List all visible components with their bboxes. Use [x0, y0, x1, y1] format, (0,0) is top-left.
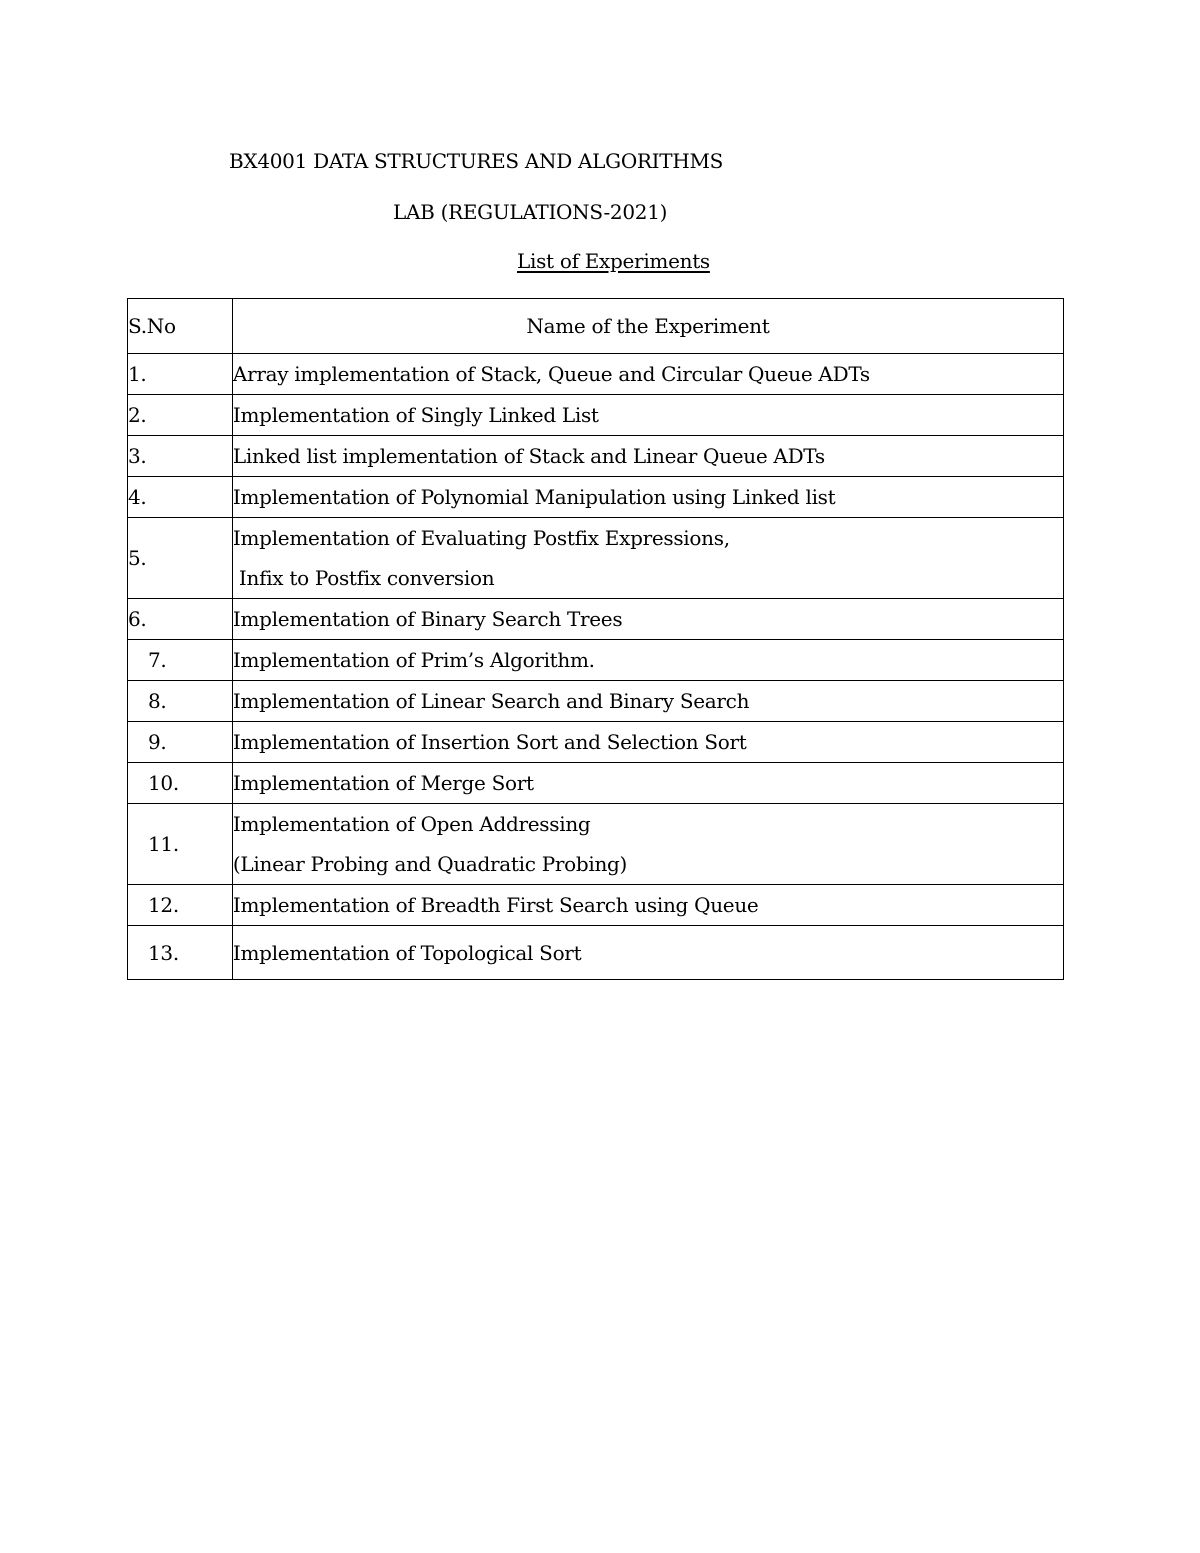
- experiment-name-line: Linked list implementation of Stack and Linear Queue ADTs: [232, 444, 825, 468]
- table-row: [128, 722, 1064, 763]
- row-sno: 10.: [128, 763, 233, 804]
- row-experiment-name: [232, 804, 1063, 885]
- experiment-name-line: Implementation of Evaluating Postfix Expressions,: [232, 526, 730, 550]
- experiment-name-line: Implementation of Binary Search Trees: [232, 607, 623, 631]
- experiment-name-line: Implementation of Merge Sort: [232, 771, 534, 795]
- row-experiment-name: [232, 354, 1063, 395]
- table-row: [128, 885, 1064, 926]
- row-sno: 4.: [128, 477, 233, 518]
- header-sno: S.No: [128, 299, 233, 354]
- row-experiment-name: [232, 436, 1063, 477]
- experiment-name-line: Infix to Postfix conversion: [238, 566, 495, 590]
- row-experiment-name: [232, 926, 1063, 980]
- table-row: [128, 395, 1064, 436]
- row-sno: 3.: [128, 436, 233, 477]
- row-experiment-name: [232, 599, 1063, 640]
- experiment-name-line: (Linear Probing and Quadratic Probing): [232, 852, 628, 876]
- row-sno: 11.: [128, 804, 233, 885]
- row-sno: 12.: [128, 885, 233, 926]
- row-experiment-name: [232, 885, 1063, 926]
- row-sno: 8.: [128, 681, 233, 722]
- table-row: [128, 926, 1064, 980]
- document-subtitle: LAB (REGULATIONS-2021): [393, 200, 668, 224]
- table-header-row: [128, 299, 1064, 354]
- row-sno: 2.: [128, 395, 233, 436]
- experiment-name-line: Implementation of Prim’s Algorithm.: [232, 648, 595, 672]
- row-sno: 5.: [128, 518, 233, 599]
- table-row: [128, 681, 1064, 722]
- row-experiment-name: [232, 763, 1063, 804]
- experiments-table: [127, 298, 1064, 980]
- row-experiment-name: [232, 518, 1063, 599]
- list-heading: List of Experiments: [517, 249, 710, 273]
- row-experiment-name: [232, 722, 1063, 763]
- row-experiment-name: [232, 395, 1063, 436]
- row-experiment-name: [232, 681, 1063, 722]
- experiment-name-line: Implementation of Open Addressing: [232, 812, 591, 836]
- experiment-name-line: Array implementation of Stack, Queue and Circular Queue ADTs: [232, 362, 870, 386]
- row-experiment-name: [232, 640, 1063, 681]
- experiment-name-line: Implementation of Insertion Sort and Selection Sort: [232, 730, 747, 754]
- row-sno: 7.: [128, 640, 233, 681]
- table-row: [128, 518, 1064, 599]
- experiment-name-line: Implementation of Polynomial Manipulation using Linked list: [232, 485, 836, 509]
- table-row: [128, 599, 1064, 640]
- experiment-name-line: Implementation of Topological Sort: [232, 940, 582, 965]
- table-row: [128, 477, 1064, 518]
- experiment-name-line: Implementation of Singly Linked List: [232, 403, 599, 427]
- row-experiment-name: [232, 477, 1063, 518]
- experiment-name-line: Implementation of Linear Search and Binary Search: [232, 689, 750, 713]
- header-experiment-name: Name of the Experiment: [232, 299, 1063, 354]
- row-sno: 6.: [128, 599, 233, 640]
- table-row: [128, 436, 1064, 477]
- row-sno: 9.: [128, 722, 233, 763]
- table-row: [128, 354, 1064, 395]
- table-row: [128, 763, 1064, 804]
- table-row: [128, 804, 1064, 885]
- row-sno: 13.: [128, 926, 233, 980]
- table-row: [128, 640, 1064, 681]
- row-sno: 1.: [128, 354, 233, 395]
- experiment-name-line: Implementation of Breadth First Search using Queue: [232, 893, 759, 917]
- document-title: BX4001 DATA STRUCTURES AND ALGORITHMS: [229, 149, 724, 173]
